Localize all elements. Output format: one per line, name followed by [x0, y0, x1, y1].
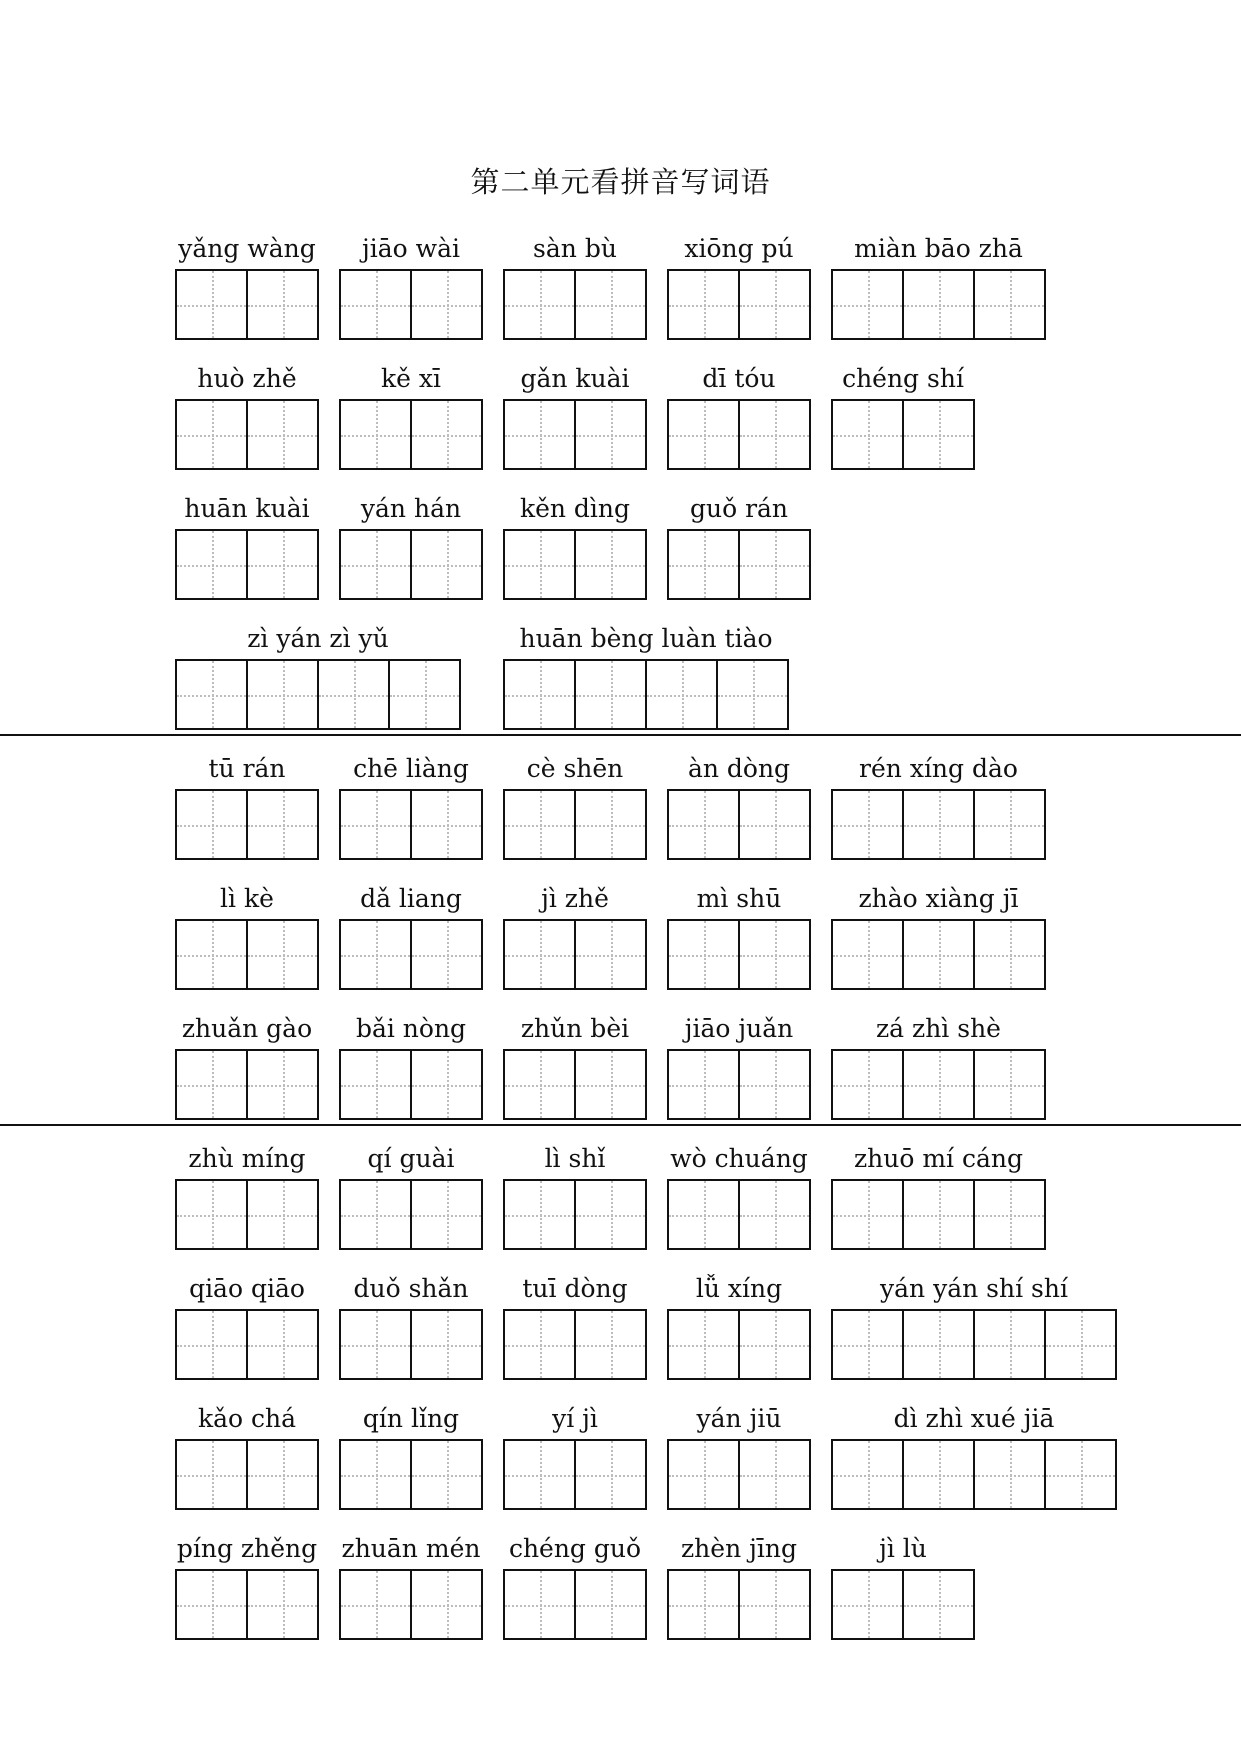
pinyin-label: jiāo juǎn: [684, 1014, 794, 1043]
pinyin-label: yán hán: [360, 494, 462, 523]
tian-zi-cell[interactable]: [738, 399, 809, 470]
writing-grid: [503, 399, 647, 470]
tian-zi-cell[interactable]: [973, 1049, 1044, 1120]
word-item: [339, 364, 483, 472]
tian-zi-cell[interactable]: [175, 1049, 246, 1120]
tian-zi-cell[interactable]: [175, 789, 246, 860]
word-item: [503, 1534, 647, 1642]
tian-zi-cell[interactable]: [574, 269, 645, 340]
word-item: [831, 1534, 975, 1642]
tian-zi-cell[interactable]: [973, 1179, 1044, 1250]
word-item: [175, 1404, 319, 1512]
word-item: [339, 1534, 483, 1642]
tian-zi-cell[interactable]: [317, 659, 388, 730]
tian-zi-cell[interactable]: [246, 529, 317, 600]
tian-zi-cell[interactable]: [973, 1439, 1044, 1510]
tian-zi-cell[interactable]: [175, 919, 246, 990]
tian-zi-cell[interactable]: [410, 1179, 481, 1250]
tian-zi-cell[interactable]: [574, 919, 645, 990]
tian-zi-cell[interactable]: [738, 1309, 809, 1380]
tian-zi-cell[interactable]: [574, 789, 645, 860]
tian-zi-cell[interactable]: [410, 789, 481, 860]
tian-zi-cell[interactable]: [246, 789, 317, 860]
tian-zi-cell[interactable]: [175, 399, 246, 470]
tian-zi-cell[interactable]: [503, 1569, 574, 1640]
pinyin-label: dī tóu: [702, 364, 776, 393]
word-item: [667, 1144, 811, 1252]
writing-grid: [175, 1049, 319, 1120]
tian-zi-cell[interactable]: [667, 1569, 738, 1640]
writing-grid: [831, 1309, 1117, 1380]
tian-zi-cell[interactable]: [667, 1049, 738, 1120]
tian-zi-cell[interactable]: [503, 529, 574, 600]
pinyin-label: tū rán: [208, 754, 286, 783]
word-item: [503, 624, 789, 732]
tian-zi-cell[interactable]: [973, 789, 1044, 860]
tian-zi-cell[interactable]: [738, 919, 809, 990]
pinyin-label: lì shǐ: [544, 1144, 606, 1173]
writing-grid: [831, 919, 1046, 990]
pinyin-label: dì zhì xué jiā: [893, 1404, 1055, 1433]
pinyin-label: huān kuài: [184, 494, 310, 523]
tian-zi-cell[interactable]: [667, 1439, 738, 1510]
tian-zi-cell[interactable]: [246, 659, 317, 730]
tian-zi-cell[interactable]: [175, 269, 246, 340]
tian-zi-cell[interactable]: [574, 1179, 645, 1250]
word-item: [175, 234, 319, 342]
tian-zi-cell[interactable]: [339, 399, 410, 470]
writing-grid: [831, 399, 975, 470]
writing-grid: [175, 789, 319, 860]
word-item: [831, 754, 1046, 862]
tian-zi-cell[interactable]: [503, 789, 574, 860]
writing-grid: [339, 789, 483, 860]
word-item: [339, 1144, 483, 1252]
word-item: [667, 1534, 811, 1642]
pinyin-label: àn dòng: [687, 754, 791, 783]
tian-zi-cell[interactable]: [831, 1439, 902, 1510]
tian-zi-cell[interactable]: [339, 1569, 410, 1640]
pinyin-label: huān bèng luàn tiào: [519, 624, 773, 653]
word-item: [667, 754, 811, 862]
writing-grid: [503, 1569, 647, 1640]
writing-grid: [339, 1569, 483, 1640]
tian-zi-cell[interactable]: [902, 1179, 973, 1250]
word-item: [831, 1274, 1117, 1382]
tian-zi-cell[interactable]: [902, 1309, 973, 1380]
tian-zi-cell[interactable]: [738, 529, 809, 600]
writing-grid: [667, 529, 811, 600]
tian-zi-cell[interactable]: [503, 1049, 574, 1120]
tian-zi-cell[interactable]: [246, 1049, 317, 1120]
tian-zi-cell[interactable]: [574, 399, 645, 470]
tian-zi-cell[interactable]: [574, 659, 645, 730]
word-item: [339, 884, 483, 992]
tian-zi-cell[interactable]: [667, 919, 738, 990]
tian-zi-cell[interactable]: [831, 919, 902, 990]
word-item: [503, 754, 647, 862]
tian-zi-cell[interactable]: [503, 1309, 574, 1380]
writing-grid: [831, 1439, 1117, 1510]
word-item: [667, 1404, 811, 1512]
pinyin-label: duǒ shǎn: [353, 1274, 469, 1303]
tian-zi-cell[interactable]: [1044, 1439, 1115, 1510]
tian-zi-cell[interactable]: [1044, 1309, 1115, 1380]
tian-zi-cell[interactable]: [503, 919, 574, 990]
pinyin-label: zhuǎn gào: [181, 1014, 313, 1043]
word-item: [503, 884, 647, 992]
pinyin-label: tuī dòng: [522, 1274, 628, 1303]
tian-zi-cell[interactable]: [902, 269, 973, 340]
tian-zi-cell[interactable]: [503, 1439, 574, 1510]
writing-grid: [339, 919, 483, 990]
pinyin-label: guǒ rán: [689, 494, 789, 523]
writing-grid: [667, 399, 811, 470]
writing-grid: [339, 1179, 483, 1250]
tian-zi-cell[interactable]: [246, 269, 317, 340]
tian-zi-cell[interactable]: [667, 1179, 738, 1250]
word-item: [175, 1274, 319, 1382]
word-item: [667, 364, 811, 472]
tian-zi-cell[interactable]: [902, 399, 973, 470]
tian-zi-cell[interactable]: [339, 919, 410, 990]
section-divider: [0, 1124, 1241, 1126]
word-item: [503, 1404, 647, 1512]
writing-grid: [339, 1439, 483, 1510]
pinyin-label: zhuō mí cáng: [853, 1144, 1024, 1173]
writing-grid: [503, 789, 647, 860]
writing-grid: [339, 399, 483, 470]
writing-grid: [503, 1179, 647, 1250]
pinyin-label: chéng guǒ: [508, 1534, 642, 1563]
tian-zi-cell[interactable]: [410, 399, 481, 470]
writing-grid: [831, 269, 1046, 340]
writing-grid: [503, 1439, 647, 1510]
tian-zi-cell[interactable]: [246, 1179, 317, 1250]
word-item: [175, 754, 319, 862]
word-item: [175, 1144, 319, 1252]
tian-zi-cell[interactable]: [388, 659, 459, 730]
writing-grid: [175, 529, 319, 600]
pinyin-label: wò chuáng: [670, 1144, 808, 1173]
pinyin-label: miàn bāo zhā: [854, 234, 1023, 263]
tian-zi-cell[interactable]: [902, 789, 973, 860]
pinyin-label: bǎi nòng: [355, 1014, 467, 1043]
pinyin-label: qí guài: [367, 1144, 455, 1173]
pinyin-label: qiāo qiāo: [189, 1274, 305, 1303]
tian-zi-cell[interactable]: [410, 269, 481, 340]
pinyin-label: chē liàng: [353, 754, 469, 783]
pinyin-label: yán yán shí shí: [880, 1274, 1068, 1303]
pinyin-label: yí jì: [552, 1404, 598, 1433]
word-item: [339, 1274, 483, 1382]
tian-zi-cell[interactable]: [831, 1309, 902, 1380]
writing-grid: [175, 1309, 319, 1380]
tian-zi-cell[interactable]: [339, 1309, 410, 1380]
tian-zi-cell[interactable]: [973, 1309, 1044, 1380]
pinyin-label: mì shū: [696, 884, 782, 913]
writing-grid: [667, 1569, 811, 1640]
word-item: [339, 1404, 483, 1512]
word-item: [831, 884, 1046, 992]
word-item: [339, 1014, 483, 1122]
tian-zi-cell[interactable]: [574, 1439, 645, 1510]
word-item: [503, 1014, 647, 1122]
tian-zi-cell[interactable]: [902, 1049, 973, 1120]
tian-zi-cell[interactable]: [738, 1179, 809, 1250]
tian-zi-cell[interactable]: [339, 529, 410, 600]
tian-zi-cell[interactable]: [175, 659, 246, 730]
writing-grid: [175, 919, 319, 990]
worksheet-title: 第二单元看拼音写词语: [470, 165, 771, 199]
word-item: [503, 1274, 647, 1382]
writing-grid: [175, 269, 319, 340]
word-item: [339, 754, 483, 862]
pinyin-label: zhǔn bèi: [520, 1014, 630, 1043]
pinyin-label: zhèn jīng: [681, 1534, 797, 1563]
word-item: [503, 234, 647, 342]
writing-grid: [175, 1179, 319, 1250]
tian-zi-cell[interactable]: [738, 269, 809, 340]
tian-zi-cell[interactable]: [667, 529, 738, 600]
tian-zi-cell[interactable]: [574, 1569, 645, 1640]
tian-zi-cell[interactable]: [246, 1439, 317, 1510]
tian-zi-cell[interactable]: [175, 1569, 246, 1640]
tian-zi-cell[interactable]: [738, 1439, 809, 1510]
pinyin-label: chéng shí: [842, 364, 964, 393]
word-item: [831, 364, 975, 472]
pinyin-label: sàn bù: [533, 234, 617, 263]
pinyin-label: zá zhì shè: [876, 1014, 1001, 1043]
tian-zi-cell[interactable]: [738, 1569, 809, 1640]
tian-zi-cell[interactable]: [503, 659, 574, 730]
word-item: [667, 234, 811, 342]
tian-zi-cell[interactable]: [902, 1569, 973, 1640]
tian-zi-cell[interactable]: [574, 529, 645, 600]
writing-grid: [831, 1179, 1046, 1250]
pinyin-label: lì kè: [220, 884, 274, 913]
tian-zi-cell[interactable]: [410, 1049, 481, 1120]
writing-grid: [339, 1309, 483, 1380]
pinyin-label: píng zhěng: [176, 1534, 318, 1563]
tian-zi-cell[interactable]: [339, 789, 410, 860]
tian-zi-cell[interactable]: [667, 1309, 738, 1380]
writing-grid: [831, 789, 1046, 860]
tian-zi-cell[interactable]: [175, 529, 246, 600]
tian-zi-cell[interactable]: [716, 659, 787, 730]
writing-grid: [667, 1179, 811, 1250]
pinyin-label: jiāo wài: [362, 234, 460, 263]
pinyin-label: lǚ xíng: [695, 1274, 783, 1303]
tian-zi-cell[interactable]: [831, 399, 902, 470]
writing-grid: [831, 1569, 975, 1640]
pinyin-label: xiōng pú: [684, 234, 794, 263]
writing-grid: [667, 1049, 811, 1120]
tian-zi-cell[interactable]: [645, 659, 716, 730]
tian-zi-cell[interactable]: [410, 1439, 481, 1510]
writing-grid: [175, 659, 461, 730]
pinyin-label: kě xī: [381, 364, 441, 393]
writing-grid: [503, 529, 647, 600]
pinyin-label: zhù míng: [188, 1144, 306, 1173]
tian-zi-cell[interactable]: [831, 789, 902, 860]
tian-zi-cell[interactable]: [503, 399, 574, 470]
pinyin-label: zhuān mén: [341, 1534, 481, 1563]
word-item: [667, 884, 811, 992]
writing-grid: [503, 1049, 647, 1120]
writing-grid: [503, 269, 647, 340]
tian-zi-cell[interactable]: [738, 1049, 809, 1120]
tian-zi-cell[interactable]: [339, 1439, 410, 1510]
tian-zi-cell[interactable]: [339, 1179, 410, 1250]
writing-grid: [339, 269, 483, 340]
pinyin-label: jì lù: [879, 1534, 927, 1563]
word-item: [175, 1534, 319, 1642]
tian-zi-cell[interactable]: [246, 919, 317, 990]
tian-zi-cell[interactable]: [667, 789, 738, 860]
tian-zi-cell[interactable]: [410, 1569, 481, 1640]
tian-zi-cell[interactable]: [738, 789, 809, 860]
pinyin-label: zhào xiàng jī: [858, 884, 1019, 913]
writing-grid: [667, 919, 811, 990]
pinyin-label: jì zhě: [541, 884, 609, 913]
tian-zi-cell[interactable]: [410, 1309, 481, 1380]
tian-zi-cell[interactable]: [831, 1049, 902, 1120]
tian-zi-cell[interactable]: [175, 1439, 246, 1510]
word-item: [667, 1274, 811, 1382]
tian-zi-cell[interactable]: [175, 1179, 246, 1250]
writing-grid: [175, 399, 319, 470]
writing-grid: [831, 1049, 1046, 1120]
pinyin-label: huò zhě: [197, 364, 297, 393]
word-item: [175, 624, 461, 732]
tian-zi-cell[interactable]: [831, 1179, 902, 1250]
tian-zi-cell[interactable]: [410, 529, 481, 600]
writing-grid: [667, 789, 811, 860]
pinyin-label: rén xíng dào: [859, 754, 1018, 783]
writing-grid: [503, 1309, 647, 1380]
word-item: [831, 1014, 1046, 1122]
tian-zi-cell[interactable]: [175, 1309, 246, 1380]
pinyin-label: kěn dìng: [519, 494, 631, 523]
word-item: [667, 1014, 811, 1122]
word-item: [175, 1014, 319, 1122]
tian-zi-cell[interactable]: [667, 269, 738, 340]
word-item: [503, 364, 647, 472]
writing-grid: [175, 1439, 319, 1510]
writing-grid: [667, 1439, 811, 1510]
tian-zi-cell[interactable]: [831, 1569, 902, 1640]
tian-zi-cell[interactable]: [902, 919, 973, 990]
pinyin-label: dǎ liang: [360, 884, 462, 913]
pinyin-label: qín lǐng: [362, 1404, 460, 1433]
word-item: [339, 234, 483, 342]
tian-zi-cell[interactable]: [339, 1049, 410, 1120]
word-item: [503, 494, 647, 602]
tian-zi-cell[interactable]: [973, 919, 1044, 990]
writing-grid: [667, 1309, 811, 1380]
pinyin-label: cè shēn: [526, 754, 624, 783]
word-item: [503, 1144, 647, 1252]
writing-grid: [503, 919, 647, 990]
tian-zi-cell[interactable]: [503, 1179, 574, 1250]
writing-grid: [339, 529, 483, 600]
writing-grid: [175, 1569, 319, 1640]
tian-zi-cell[interactable]: [831, 269, 902, 340]
tian-zi-cell[interactable]: [574, 1309, 645, 1380]
writing-grid: [667, 269, 811, 340]
word-item: [831, 1404, 1117, 1512]
writing-grid: [503, 659, 789, 730]
word-item: [175, 494, 319, 602]
word-item: [831, 1144, 1046, 1252]
tian-zi-cell[interactable]: [667, 399, 738, 470]
pinyin-label: yán jiū: [696, 1404, 782, 1433]
writing-grid: [339, 1049, 483, 1120]
tian-zi-cell[interactable]: [410, 919, 481, 990]
tian-zi-cell[interactable]: [246, 1569, 317, 1640]
tian-zi-cell[interactable]: [902, 1439, 973, 1510]
tian-zi-cell[interactable]: [973, 269, 1044, 340]
pinyin-label: kǎo chá: [197, 1404, 297, 1433]
tian-zi-cell[interactable]: [246, 399, 317, 470]
tian-zi-cell[interactable]: [246, 1309, 317, 1380]
word-item: [831, 234, 1046, 342]
pinyin-label: zì yán zì yǔ: [247, 624, 389, 653]
word-item: [339, 494, 483, 602]
word-item: [667, 494, 811, 602]
word-item: [175, 884, 319, 992]
tian-zi-cell[interactable]: [503, 269, 574, 340]
section-divider: [0, 734, 1241, 736]
pinyin-label: gǎn kuài: [520, 364, 630, 393]
tian-zi-cell[interactable]: [574, 1049, 645, 1120]
tian-zi-cell[interactable]: [339, 269, 410, 340]
pinyin-label: yǎng wàng: [178, 234, 316, 263]
word-item: [175, 364, 319, 472]
